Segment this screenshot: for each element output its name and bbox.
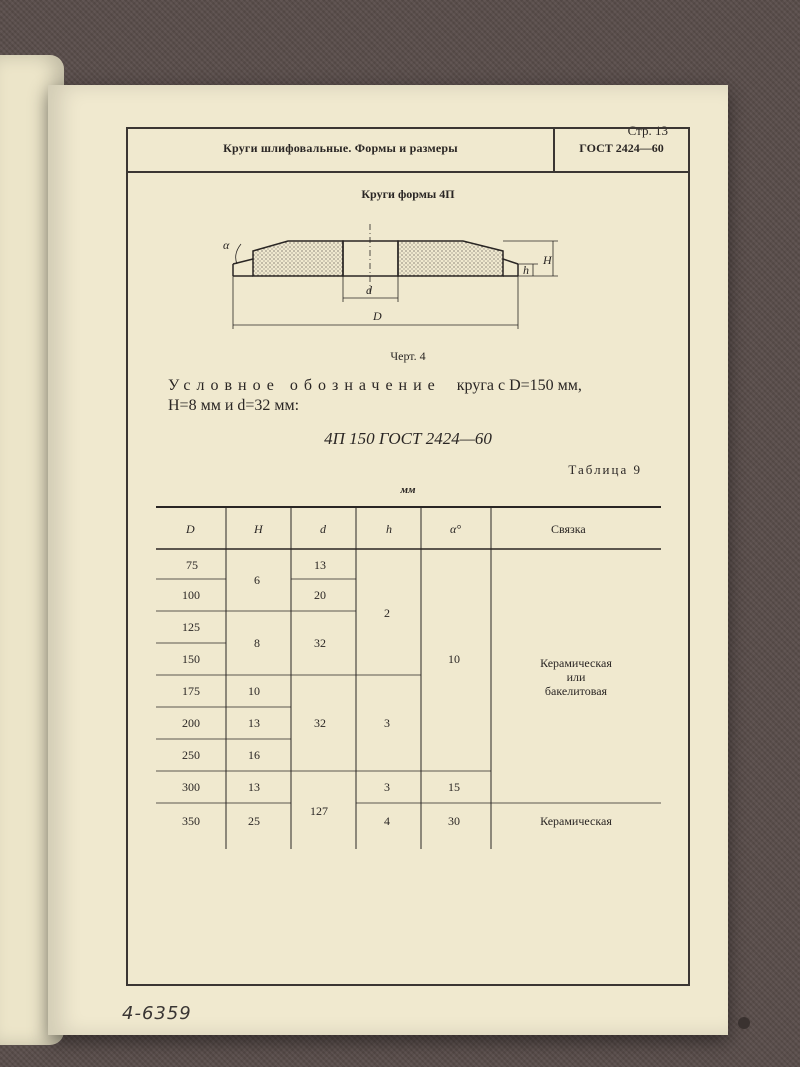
d-value-3: 32 — [314, 636, 326, 650]
handwritten-number: 4-6359 — [122, 1003, 192, 1024]
h-value-3: 3 — [384, 780, 390, 794]
h-value-2: 3 — [384, 716, 390, 730]
h-value-4: 4 — [384, 814, 390, 828]
H-value-3: 10 — [248, 684, 260, 698]
d-value-4: 32 — [314, 716, 326, 730]
d-value-2: 20 — [314, 588, 326, 602]
alpha-value-3: 30 — [448, 814, 460, 828]
bond-value-4: Керамическая — [540, 814, 612, 828]
wheel-drawing — [213, 214, 573, 344]
description-line-2: H=8 мм и d=32 мм: — [168, 397, 300, 414]
h-value-1: 2 — [384, 606, 390, 620]
D-value-3: 125 — [182, 620, 200, 634]
figure-title: Круги формы 4П — [361, 187, 455, 201]
profile-right — [398, 241, 503, 276]
D-value-1: 75 — [186, 558, 198, 572]
D-value-8: 300 — [182, 780, 200, 794]
alpha-value-2: 15 — [448, 780, 460, 794]
description-line-1 — [168, 377, 688, 395]
alpha-label: α — [223, 238, 230, 252]
page-frame — [126, 127, 690, 986]
header-row — [128, 129, 688, 173]
d-label: d — [366, 283, 372, 297]
D-value-7: 250 — [182, 748, 200, 762]
D-value-2: 100 — [182, 588, 200, 602]
corner-dot — [738, 1017, 750, 1029]
H-value-6: 13 — [248, 780, 260, 794]
header-bond: Связка — [551, 522, 586, 536]
bore — [343, 241, 398, 276]
D-value-9: 350 — [182, 814, 200, 828]
document-page — [48, 85, 728, 1035]
description-rest: круга с D=150 мм, — [456, 377, 582, 394]
H-value-7: 25 — [248, 814, 260, 828]
H-value-4: 13 — [248, 716, 260, 730]
d-value-1: 13 — [314, 558, 326, 572]
bond-value-1: Керамическая — [540, 656, 612, 670]
alpha-arc — [236, 244, 241, 264]
D-label: D — [373, 309, 382, 323]
H-value-2: 8 — [254, 636, 260, 650]
alpha-value-1: 10 — [448, 652, 460, 666]
header-H: H — [254, 522, 263, 536]
gost-number: ГОСТ 2424—60 — [579, 141, 664, 155]
header-h: h — [386, 522, 392, 536]
H-value-1: 6 — [254, 573, 260, 587]
table-label: Таблица 9 — [568, 462, 642, 477]
designation-example: 4П 150 ГОСТ 2424—60 — [324, 429, 492, 448]
header-title: Круги шлифовальные. Формы и размеры — [223, 141, 458, 155]
profile-left — [253, 241, 343, 276]
d-value-5: 127 — [310, 804, 328, 818]
D-value-5: 175 — [182, 684, 200, 698]
description-spaced: Условное обозначение — [168, 377, 441, 394]
header-alpha: α° — [450, 522, 462, 536]
bond-value-2: или — [566, 670, 586, 684]
D-value-4: 150 — [182, 652, 200, 666]
page-number: Стр. 13 — [627, 123, 668, 138]
dimensions-table — [156, 499, 661, 859]
D-value-6: 200 — [182, 716, 200, 730]
bond-value-3: бакелитовая — [544, 684, 608, 698]
flange-right-top — [503, 259, 518, 264]
header-d: d — [320, 522, 326, 536]
units-label: мм — [400, 484, 416, 496]
h-label: h — [523, 263, 529, 277]
H-value-5: 16 — [248, 748, 260, 762]
H-label: H — [543, 253, 552, 267]
figure-caption: Черт. 4 — [390, 349, 426, 363]
header-D: D — [186, 522, 195, 536]
